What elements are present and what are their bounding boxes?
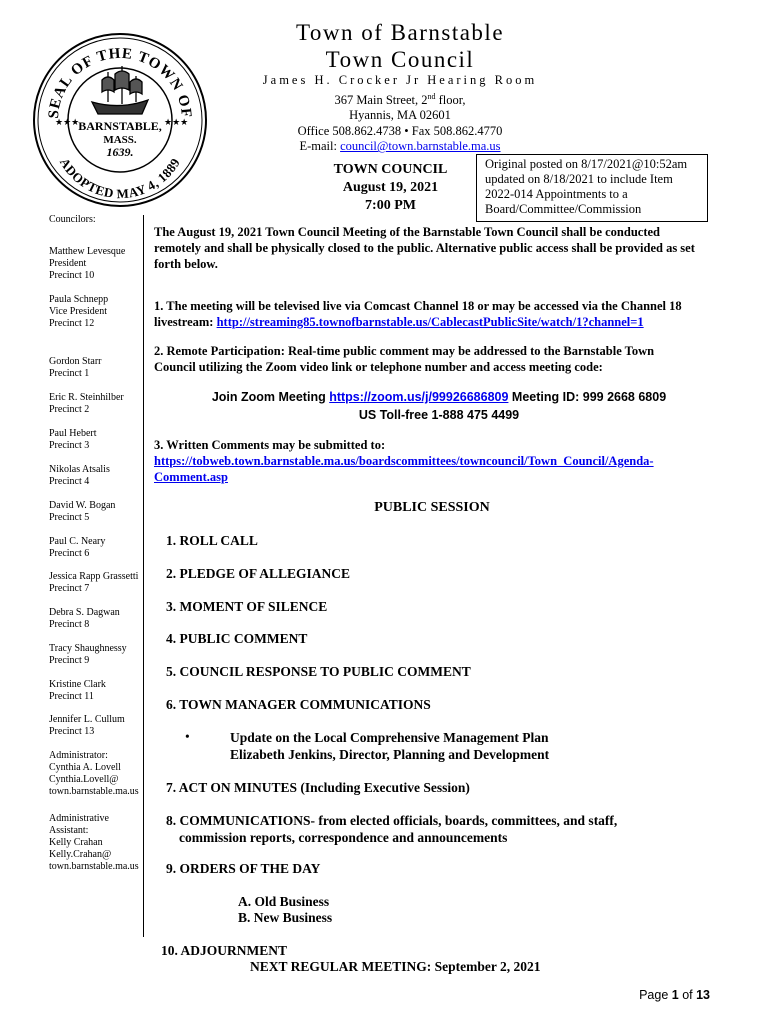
- zoom-phone: US Toll-free 1-888 475 4499: [358, 408, 520, 422]
- agenda-comment-link[interactable]: https://tobweb.town.barnstable.ma.us/boardscommittees/towncouncil/Town_Council/Agenda- Comment.asp: [154, 454, 654, 484]
- councilor-item: Debra S. Dagwan Precinct 8: [49, 607, 120, 630]
- agenda-item-town-manager: 6. TOWN MANAGER COMMUNICATIONS: [166, 697, 431, 712]
- svg-text:1639.: 1639.: [106, 145, 134, 159]
- agenda-item-roll-call: 1. ROLL CALL: [166, 533, 258, 548]
- councilor-item: Paul Hebert Precinct 3: [49, 428, 97, 451]
- councilor-item: Kristine Clark Precinct 11: [49, 679, 106, 702]
- councilor-item: David W. Bogan Precinct 5: [49, 500, 116, 523]
- meeting-name: TOWN COUNCIL: [333, 162, 448, 177]
- council-title: Town Council: [325, 47, 475, 72]
- access-televised: 1. The meeting will be televised live via Comcast Channel 18 or may be accessed via the Channel 18 livestream: http://streaming85.townofbarnstable.us/CablecastPublicSite/watch/1?channel=1: [154, 299, 682, 329]
- agenda-item-communications: 8. COMMUNICATIONS- from elected officials, boards, committees, and staff, commission reports, correspondence and announcements: [166, 813, 618, 845]
- old-business: A. Old Business: [238, 894, 330, 909]
- tm-update-item: Update on the Local Comprehensive Management Plan Elizabeth Jenkins, Director, Planning and Development: [230, 730, 550, 762]
- city-line: Hyannis, MA 02601: [349, 108, 451, 123]
- agenda-item-orders: 9. ORDERS OF THE DAY: [166, 861, 321, 876]
- hearing-room: James H. Crocker Jr Hearing Room: [262, 73, 538, 87]
- phone-fax: Office 508.862.4738 • Fax 508.862.4770: [297, 123, 503, 138]
- agenda-item-public-comment: 4. PUBLIC COMMENT: [166, 631, 308, 646]
- agenda-item-pledge: 2. PLEDGE OF ALLEGIANCE: [166, 566, 351, 581]
- livestream-link[interactable]: http://streaming85.townofbarnstable.us/CablecastPublicSite/watch/1?channel=1: [216, 315, 644, 329]
- email-line: E-mail: council@town.barnstable.ma.us: [299, 139, 501, 154]
- councilor-item: Jennifer L. Cullum Precinct 13: [49, 714, 125, 737]
- agenda-item-moment: 3. MOMENT OF SILENCE: [166, 599, 328, 614]
- street-address: 367 Main Street, 2nd floor,: [334, 91, 466, 107]
- councilor-item: Paul C. Neary Precinct 6: [49, 536, 106, 559]
- next-meeting: NEXT REGULAR MEETING: September 2, 2021: [250, 959, 541, 974]
- meeting-info: [318, 161, 463, 215]
- access-remote: 2. Remote Participation: Real-time public comment may be addressed to the Barnstable Town Council utilizing the Zoom video link or telephone number and access meeting code:: [154, 344, 655, 374]
- sidebar-divider: [143, 215, 144, 937]
- bullet-icon: •: [185, 729, 190, 744]
- councilors-heading: Councilors:: [49, 214, 96, 225]
- agenda-item-minutes: 7. ACT ON MINUTES (Including Executive Session): [166, 780, 470, 795]
- councilor-item: Jessica Rapp Grassetti Precinct 7: [49, 571, 139, 594]
- svg-text:BARNSTABLE,: BARNSTABLE,: [78, 119, 162, 133]
- svg-text:MASS.: MASS.: [103, 134, 137, 146]
- intro-paragraph: The August 19, 2021 Town Council Meeting of the Barnstable Town Council shall be conducted remotely and shall be physically closed to the public. Alternative public access shall be provided as set forth below.: [154, 225, 695, 271]
- meeting-time: 7:00 PM: [365, 198, 416, 213]
- councilor-item: Paula Schnepp Vice President Precinct 12: [49, 294, 109, 329]
- access-written: 3. Written Comments may be submitted to: https://tobweb.town.barnstable.ma.us/boardscommittees/towncouncil/Town_Council/Agenda- Comment.asp: [154, 437, 724, 485]
- page-number: Page 1 of 13: [639, 988, 710, 1002]
- councilor-item: Tracy Shaughnessy Precinct 9: [49, 643, 127, 666]
- svg-text:★★★: ★★★: [55, 117, 80, 127]
- councilor-item: Matthew Levesque President Precinct 10: [49, 246, 126, 281]
- svg-text:SEAL OF THE TOWN OF: SEAL OF THE TOWN OF: [45, 45, 195, 120]
- councilor-item: Gordon Starr Precinct 1: [49, 356, 102, 379]
- town-title: Town of Barnstable: [295, 20, 505, 45]
- new-business: B. New Business: [238, 910, 333, 925]
- posting-notice-box: Original posted on 8/17/2021@10:52am updated on 8/18/2021 to include Item 2022-014 Appointments to a Board/Committee/Commission: [476, 154, 708, 222]
- svg-text:ADOPTED MAY 4, 1889: ADOPTED MAY 4, 1889: [56, 155, 183, 202]
- email-link[interactable]: council@town.barnstable.ma.us: [340, 139, 501, 154]
- zoom-info: Join Zoom Meeting https://zoom.us/j/99926686809 Meeting ID: 999 2668 6809 US Toll-free 1-888 475 4499: [154, 388, 724, 424]
- town-seal-logo: [30, 30, 210, 210]
- councilor-item: Nikolas Atsalis Precinct 4: [49, 464, 110, 487]
- public-session-heading: PUBLIC SESSION: [374, 500, 490, 515]
- svg-text:★★★: ★★★: [164, 117, 189, 127]
- administrator-block: Administrator: Cynthia A. Lovell Cynthia.Lovell@ town.barnstable.ma.us: [49, 750, 139, 797]
- meeting-date: August 19, 2021: [342, 180, 439, 195]
- agenda-item-adjournment: 10. ADJOURNMENT: [161, 943, 288, 958]
- assistant-block: Administrative Assistant: Kelly Crahan Kelly.Crahan@ town.barnstable.ma.us: [49, 813, 139, 872]
- zoom-link[interactable]: https://zoom.us/j/99926686809: [329, 390, 509, 404]
- address-block: [230, 73, 570, 155]
- councilor-item: Eric R. Steinhilber Precinct 2: [49, 392, 124, 415]
- agenda-item-council-response: 5. COUNCIL RESPONSE TO PUBLIC COMMENT: [166, 664, 471, 679]
